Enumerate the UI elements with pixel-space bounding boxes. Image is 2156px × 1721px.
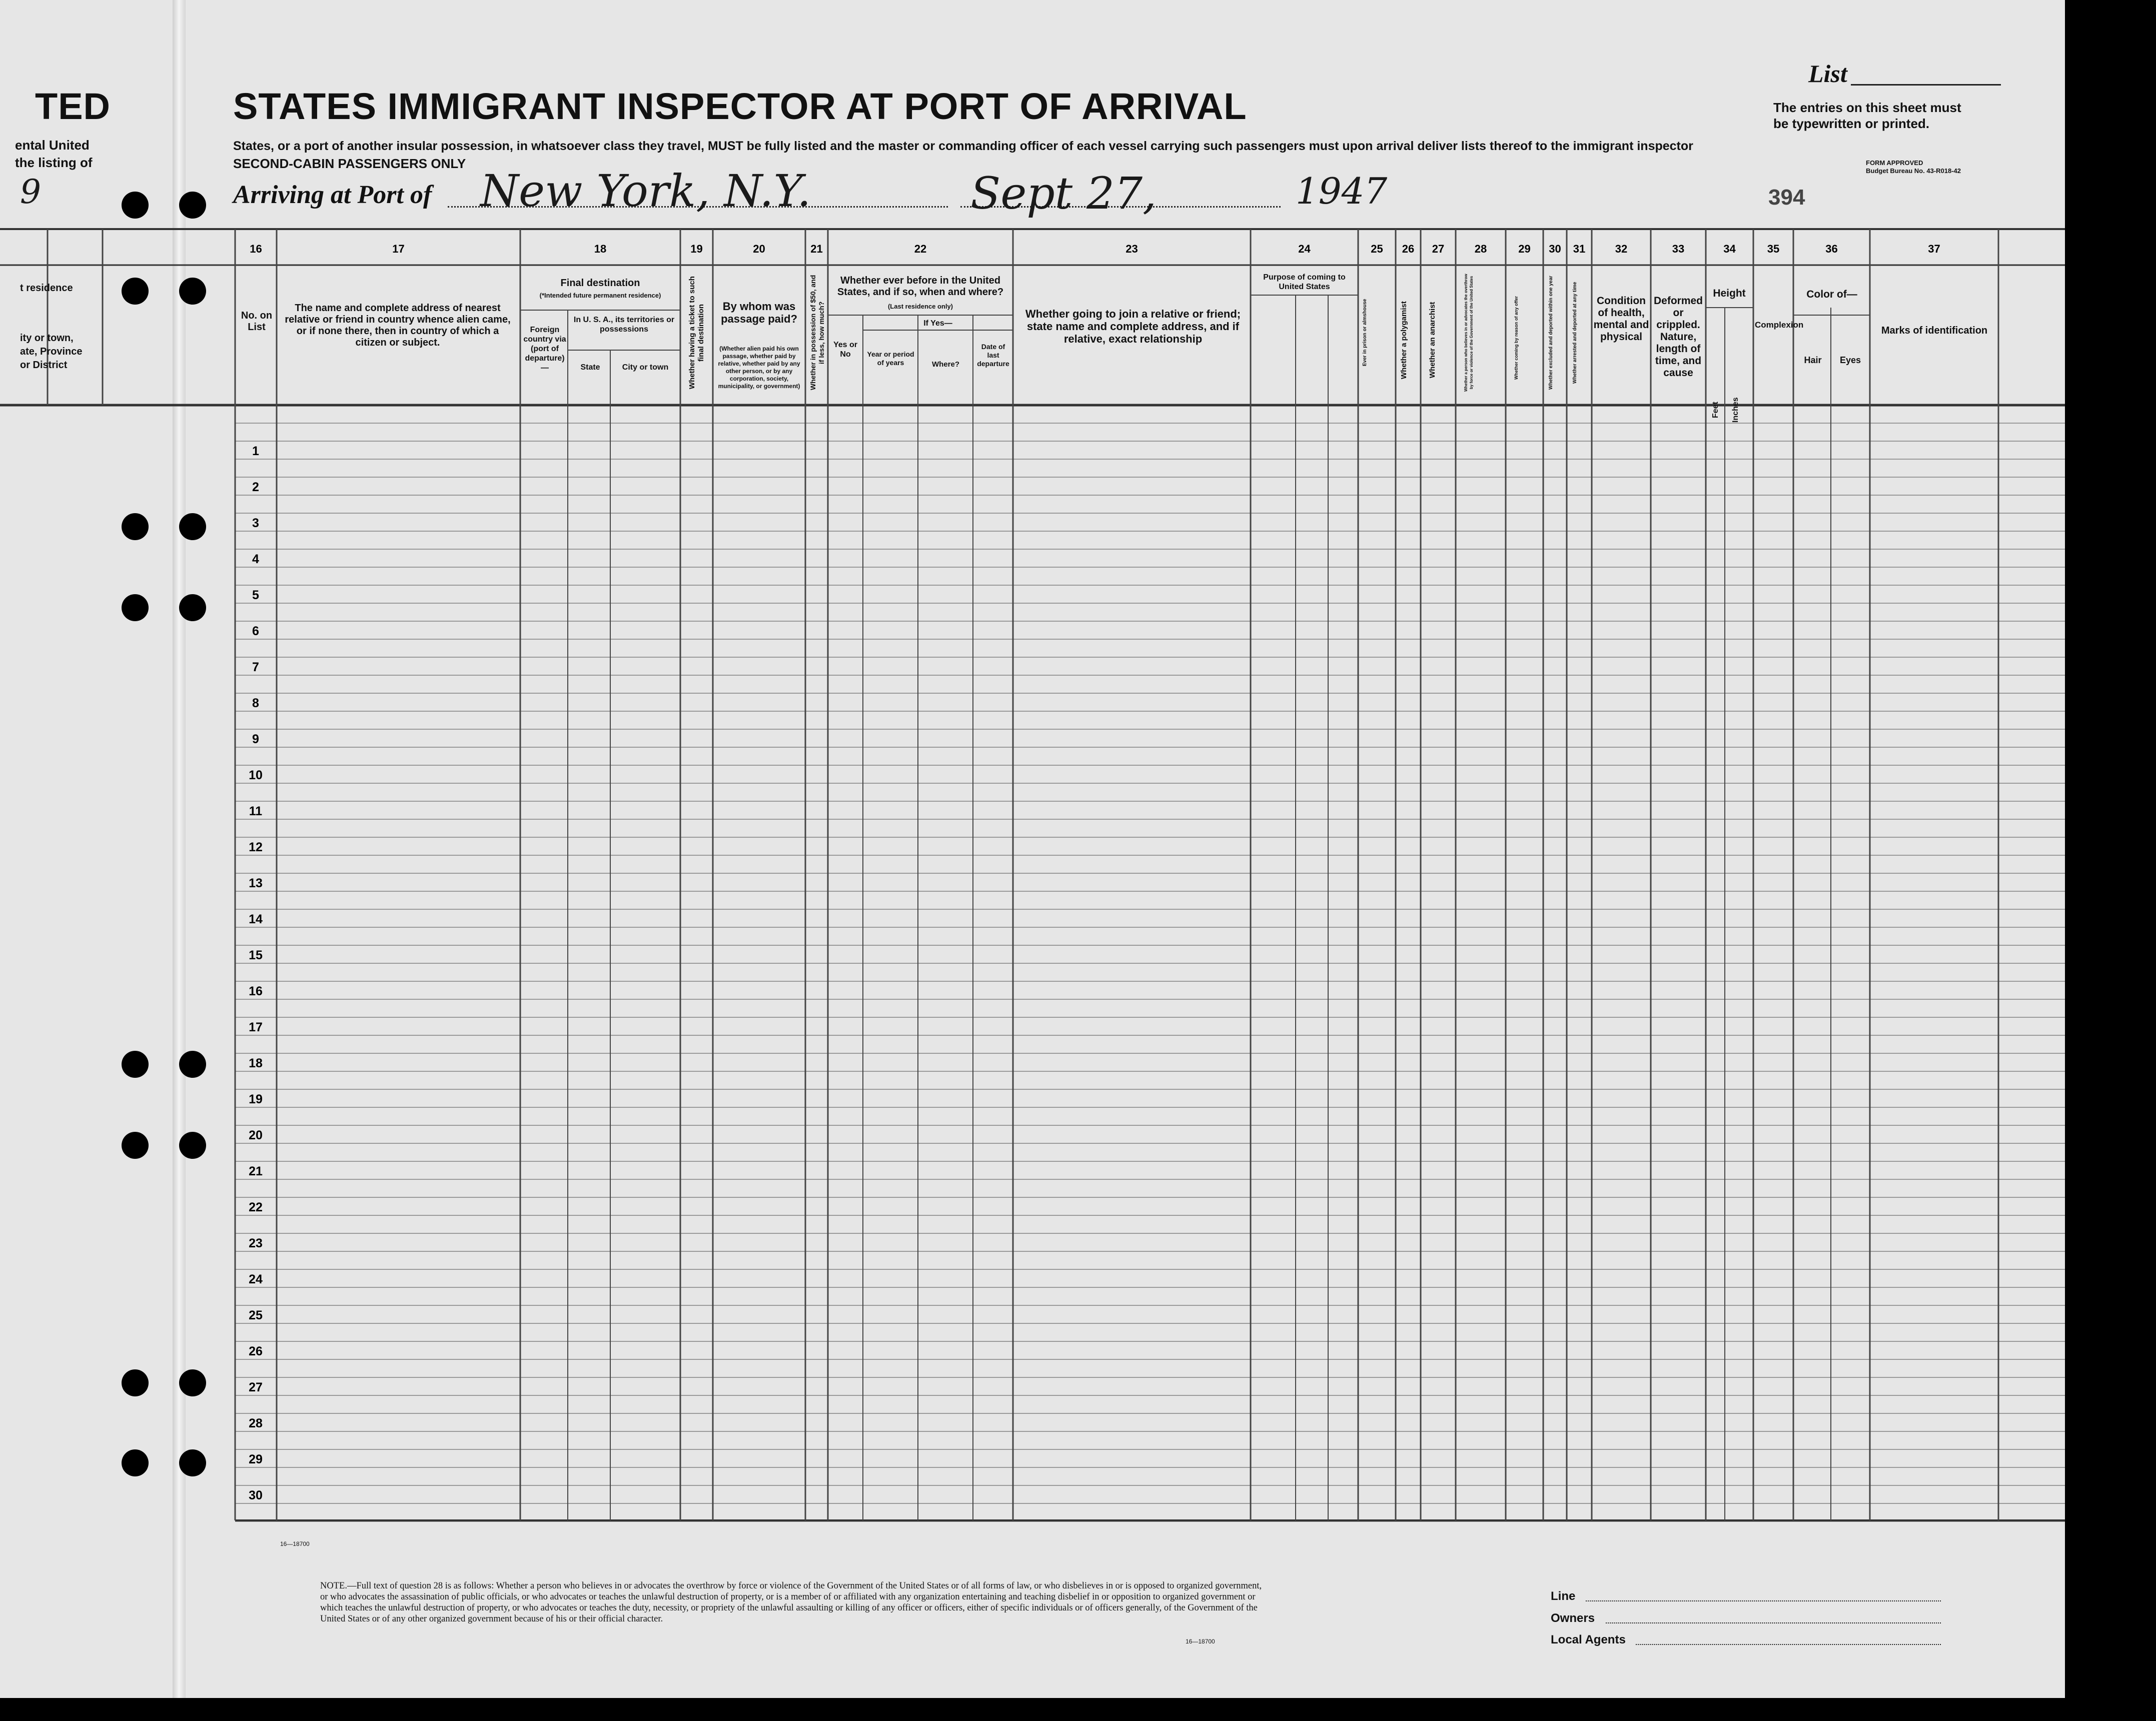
question-28-note: NOTE.—Full text of question 28 is as follows: Whether a person who believes in or advocates the overthrow by force or violence of the Government of the United States or of all forms of law, or who disbelieves in or is opposed to organized government, or who advocates the assassination of public officials, or who advocates or teaches the unlawful destruction of property, or is a member of or affiliated with any organization entertaining and teaching disbelief in or opposition to organized government or which teaches the unlawful destruction of property, or who advocates or teaches the duty, necessity, or propriety of the unlawful assaulting or killing of any officer or officers, either of specific individuals or of officers generally, of the Government of the United States or of any other organized government because of his or their official character.	[320, 1581, 1262, 1624]
header-foreign-country: Foreign country via (port of departure)—	[523, 326, 566, 372]
punch-hole	[179, 1369, 206, 1396]
column-number-18: 18	[594, 243, 607, 255]
column-number-24: 24	[1298, 243, 1311, 255]
header-if-yes: If Yes—	[923, 319, 952, 328]
row-number: 3	[252, 516, 259, 530]
header-arrested: Whether arrested and deported at any time	[1572, 282, 1578, 384]
punch-hole	[122, 192, 149, 219]
column-number-21: 21	[810, 243, 823, 255]
header-yes-or-no: Yes or No	[833, 341, 858, 359]
column-number-26: 26	[1402, 243, 1415, 255]
header-marks-of-identification: Marks of identification	[1881, 325, 1988, 336]
punch-hole	[122, 513, 149, 540]
row-number: 14	[249, 912, 263, 926]
page-subtitle: States, or a port of another insular possession, in whatsoever class they travel, MUST be fully listed and the master or commanding officer of each vessel carrying such passengers must upon arrival deliver lists thereof to the immigrant inspector	[233, 139, 1693, 153]
entries-note-1: The entries on this sheet must	[1773, 100, 1961, 115]
header-passage-paid: By whom was passage paid?	[721, 300, 797, 325]
arriving-label: Arriving at Port of	[233, 181, 432, 209]
header-join-relative: Whether going to join a relative or friend; state name and complete address, and if relative, exact relationship	[1025, 308, 1241, 345]
punch-hole	[179, 1051, 206, 1078]
column-number-29: 29	[1518, 243, 1531, 255]
header-final-dest-note: (*Intended future permanent residence)	[539, 292, 661, 299]
row-number: 28	[249, 1416, 263, 1430]
header-question-28: Whether a person who believes in or advocates the overthrow by force or violence of the Government of the United States	[1464, 274, 1474, 392]
left-fragment-title: TED	[35, 86, 111, 127]
row-number: 8	[252, 696, 259, 710]
row-number: 9	[252, 732, 259, 746]
row-number: 26	[249, 1344, 263, 1358]
entries-note-2: be typewritten or printed.	[1773, 116, 1930, 131]
punch-hole	[179, 1449, 206, 1476]
left-residence-header: t residence	[20, 283, 73, 294]
year-value: 1947	[1296, 170, 1388, 212]
header-final-destination: Final destination	[560, 278, 640, 289]
row-number: 13	[249, 876, 263, 890]
left-fragment-line1: ental United	[15, 138, 90, 153]
header-feet: Feet	[1711, 402, 1720, 419]
row-number: 4	[252, 552, 259, 566]
footer-owners-field[interactable]	[1606, 1622, 1941, 1623]
row-number: 1	[252, 444, 259, 458]
punch-hole	[122, 1051, 149, 1078]
row-number: 18	[249, 1056, 263, 1070]
row-number: 23	[249, 1236, 263, 1250]
header-state: State	[580, 363, 600, 372]
footer-owners-label: Owners	[1551, 1611, 1595, 1625]
header-last-residence: (Last residence only)	[887, 303, 953, 310]
column-number-28: 28	[1474, 243, 1487, 255]
punch-hole	[179, 192, 206, 219]
row-number: 10	[249, 768, 263, 782]
punch-hole	[179, 278, 206, 305]
punch-hole	[122, 1132, 149, 1159]
header-deformed: Deformed or crippled. Nature, length of time, and cause	[1653, 295, 1703, 379]
row-number: 7	[252, 660, 259, 674]
header-in-usa: In U. S. A., its territories or possessions	[573, 316, 675, 334]
header-excluded: Whether excluded and deported within one year	[1548, 276, 1554, 390]
header-passage-note: (Whether alien paid his own passage, whether paid by relative, whether paid by any other person, or by any corporation, society, municipality, or government)	[718, 345, 800, 390]
punch-hole	[122, 594, 149, 621]
header-city: City or town	[622, 363, 669, 372]
column-number-17: 17	[392, 243, 405, 255]
form-approved: FORM APPROVED	[1866, 159, 1923, 167]
column-number-30: 30	[1549, 243, 1561, 255]
header-anarchist: Whether an anarchist	[1428, 302, 1437, 379]
header-height: Height	[1713, 288, 1746, 299]
header-ever-before: Whether ever before in the United States, and if so, when and where?	[837, 275, 1004, 298]
column-number-37: 37	[1928, 243, 1940, 255]
column-number-35: 35	[1767, 243, 1780, 255]
punch-hole	[122, 278, 149, 305]
left-province-header: ate, Province	[20, 346, 83, 357]
column-number-27: 27	[1432, 243, 1445, 255]
port-value: New York, N.Y.	[480, 165, 811, 217]
row-number: 11	[249, 804, 263, 818]
header-purpose: Purpose of coming to United States	[1263, 273, 1346, 291]
row-number: 16	[249, 984, 263, 998]
list-label: List	[1808, 60, 1847, 88]
row-number: 25	[249, 1308, 263, 1322]
header-year-or-period: Year or period of years	[867, 350, 914, 367]
column-number-23: 23	[1126, 243, 1138, 255]
row-number: 27	[249, 1380, 263, 1394]
column-number-32: 32	[1615, 243, 1628, 255]
footer-line-field[interactable]	[1586, 1600, 1941, 1601]
header-ticket: Whether having a ticket to such final destination	[688, 276, 705, 389]
column-number-20: 20	[753, 243, 765, 255]
column-number-25: 25	[1371, 243, 1383, 255]
punch-hole	[179, 594, 206, 621]
date-value: Sept 27,	[970, 168, 1157, 219]
column-number-34: 34	[1723, 243, 1736, 255]
form-code-bottom: 16—18700	[1186, 1638, 1215, 1645]
footer-local-agents-field[interactable]	[1636, 1644, 1941, 1645]
header-color-of: Color of—	[1806, 289, 1857, 300]
punch-hole	[179, 513, 206, 540]
row-number: 5	[252, 588, 259, 602]
row-number: 19	[249, 1092, 263, 1106]
page-title: STATES IMMIGRANT INSPECTOR AT PORT OF ARRIVAL	[233, 86, 1247, 127]
row-number: 12	[249, 840, 263, 854]
sheet-number: 394	[1768, 185, 1805, 210]
column-number-22: 22	[914, 243, 927, 255]
row-number: 29	[249, 1452, 263, 1466]
header-date-last-departure: Date of last departure	[977, 343, 1009, 368]
column-number-33: 33	[1672, 243, 1685, 255]
header-health: Condition of health, mental and physical	[1593, 295, 1649, 343]
row-number: 22	[249, 1200, 263, 1214]
punch-hole	[179, 1132, 206, 1159]
row-number: 20	[249, 1128, 263, 1142]
row-number: 15	[249, 948, 263, 962]
form-code-left: 16—18700	[280, 1540, 310, 1547]
row-number: 21	[249, 1164, 263, 1178]
left-district-header: or District	[20, 360, 68, 371]
punch-hole	[122, 1449, 149, 1476]
header-fifty-dollars: Whether in possession of $50, and if less, how much?	[809, 275, 825, 391]
header-polygamist: Whether a polygamist	[1400, 301, 1408, 379]
row-number: 17	[249, 1020, 263, 1034]
row-number: 30	[249, 1488, 263, 1502]
class-line: SECOND-CABIN PASSENGERS ONLY	[233, 156, 466, 171]
punch-hole	[122, 1369, 149, 1396]
header-nearest-relative: The name and complete address of nearest relative or friend in country whence alien came, or if none there, then in country of which a citizen or subject.	[285, 303, 511, 348]
header-offer: Whether coming by reason of any offer	[1514, 296, 1519, 380]
header-no-on-list: No. on List	[241, 310, 273, 333]
header-where: Where?	[931, 360, 959, 369]
row-number: 2	[252, 480, 259, 494]
header-complexion: Complexion	[1755, 320, 1804, 330]
header-prison: Ever in prison or almshouse	[1362, 299, 1368, 367]
left-fragment-line2: the listing of	[15, 155, 93, 170]
footer-line-label: Line	[1551, 1589, 1576, 1603]
header-inches: Inches	[1731, 397, 1740, 423]
left-city-header: ity or town,	[20, 333, 74, 344]
row-number: 6	[252, 624, 259, 638]
footer-local-agents-label: Local Agents	[1551, 1633, 1626, 1646]
header-hair: Hair	[1804, 355, 1822, 365]
column-number-16: 16	[250, 243, 262, 255]
row-number: 24	[249, 1272, 263, 1286]
column-number-36: 36	[1825, 243, 1838, 255]
budget-bureau: Budget Bureau No. 43-R018-42	[1866, 167, 1961, 175]
header-eyes: Eyes	[1839, 355, 1861, 365]
column-number-31: 31	[1573, 243, 1586, 255]
left-fragment-num: 9	[20, 173, 41, 211]
column-number-19: 19	[690, 243, 703, 255]
